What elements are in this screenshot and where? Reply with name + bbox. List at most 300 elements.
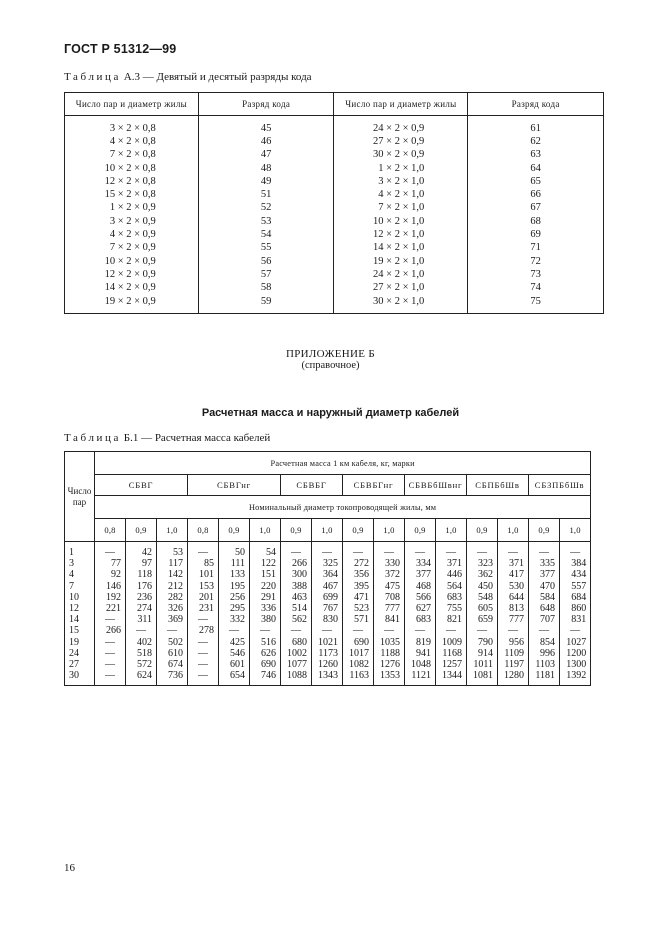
code-digit-cell: 67 (468, 202, 604, 215)
mass-value-cell: 395 (343, 581, 374, 592)
mass-value-cell: — (157, 625, 188, 636)
mass-value-cell: 626 (250, 648, 281, 659)
code-digit-cell: 46 (198, 135, 334, 148)
diameter-header: 1,0 (436, 519, 467, 542)
number-of-pairs-cell: 7 (65, 581, 95, 592)
mass-value-cell: 1188 (374, 648, 405, 659)
code-digit-cell: 71 (468, 242, 604, 255)
mass-value-cell: — (95, 637, 126, 648)
pairs-diameter-cell: 12 × 2 × 1,0 (334, 228, 468, 241)
table-b1-caption-word: Таблица (64, 432, 121, 444)
mass-value-cell: 605 (467, 603, 498, 614)
number-of-pairs-cell: 30 (65, 670, 95, 686)
table-row (65, 188, 604, 201)
mass-value-cell: 463 (281, 592, 312, 603)
mass-value-cell: 153 (188, 581, 219, 592)
pairs-diameter-cell: 10 × 2 × 0,8 (65, 162, 199, 175)
mass-value-cell: 841 (374, 614, 405, 625)
mass-value-cell: — (529, 542, 560, 559)
mass-value-cell: 85 (188, 558, 219, 569)
mass-value-cell: 278 (188, 625, 219, 636)
table-row (65, 282, 604, 295)
mass-value-cell: 92 (95, 569, 126, 580)
number-of-pairs-label-line2: пар (72, 496, 87, 507)
mass-value-cell: 690 (250, 659, 281, 670)
mass-value-cell: 53 (157, 542, 188, 559)
table-row (65, 116, 604, 136)
mass-value-cell: 1088 (281, 670, 312, 686)
mass-value-cell: 282 (157, 592, 188, 603)
mass-value-cell: 195 (219, 581, 250, 592)
mass-value-cell: 530 (498, 581, 529, 592)
mass-value-cell: 434 (560, 569, 591, 580)
mass-value-cell: 300 (281, 569, 312, 580)
mass-value-cell: 1197 (498, 659, 529, 670)
table-b1-mass-header-row (65, 452, 591, 475)
mass-value-cell: 1168 (436, 648, 467, 659)
code-digit-cell: 55 (198, 242, 334, 255)
mass-value-cell: 118 (126, 569, 157, 580)
mass-value-cell: 777 (498, 614, 529, 625)
mass-value-cell: 831 (560, 614, 591, 625)
mass-value-cell: 425 (219, 637, 250, 648)
mass-value-cell: — (467, 542, 498, 559)
code-digit-cell: 52 (198, 202, 334, 215)
mass-value-cell: 133 (219, 569, 250, 580)
pairs-diameter-cell: 3 × 2 × 0,8 (65, 116, 199, 136)
pairs-diameter-cell: 30 × 2 × 0,9 (334, 149, 468, 162)
mass-value-cell: 475 (374, 581, 405, 592)
mass-value-cell: 1035 (374, 637, 405, 648)
code-digit-cell: 49 (198, 175, 334, 188)
mass-value-cell: 371 (498, 558, 529, 569)
code-digit-cell: 64 (468, 162, 604, 175)
mass-value-cell: 518 (126, 648, 157, 659)
mass-value-cell: 1021 (312, 637, 343, 648)
mass-value-cell: 295 (219, 603, 250, 614)
mass-value-cell: 231 (188, 603, 219, 614)
mass-value-cell: — (95, 542, 126, 559)
table-a3-caption-text: А.3 — Девятый и десятый разряды кода (123, 71, 312, 83)
number-of-pairs-cell: 24 (65, 648, 95, 659)
mass-value-cell: 1276 (374, 659, 405, 670)
brand-header: СБЗПБбШв (529, 475, 591, 496)
mass-value-cell: 1009 (436, 637, 467, 648)
mass-value-cell: 659 (467, 614, 498, 625)
mass-value-cell: 1048 (405, 659, 436, 670)
diameter-header: 0,9 (529, 519, 560, 542)
mass-value-cell: 854 (529, 637, 560, 648)
mass-value-cell: — (374, 625, 405, 636)
code-digit-cell: 75 (468, 295, 604, 314)
mass-value-cell: — (312, 625, 343, 636)
mass-value-cell: 860 (560, 603, 591, 614)
table-row (65, 162, 604, 175)
mass-value-cell: 755 (436, 603, 467, 614)
column-header-pairs-diameter: Число пар и диаметр жилы (334, 93, 468, 116)
section-title: Расчетная масса и наружный диаметр кабелей (201, 407, 460, 419)
brand-header: СБВГ (95, 475, 188, 496)
mass-value-cell: 256 (219, 592, 250, 603)
mass-value-cell: 1343 (312, 670, 343, 686)
table-b1-brand-row (65, 475, 591, 496)
mass-value-cell: 790 (467, 637, 498, 648)
diameter-header: 0,9 (126, 519, 157, 542)
mass-value-cell: 272 (343, 558, 374, 569)
mass-value-cell: 142 (157, 569, 188, 580)
mass-value-cell: 1121 (405, 670, 436, 686)
mass-value-cell: — (126, 625, 157, 636)
mass-value-cell: 572 (126, 659, 157, 670)
mass-value-cell: 380 (250, 614, 281, 625)
diameter-header: 0,9 (219, 519, 250, 542)
mass-value-cell: 1163 (343, 670, 374, 686)
mass-value-cell: 514 (281, 603, 312, 614)
mass-value-cell: 1181 (529, 670, 560, 686)
number-of-pairs-cell: 19 (65, 637, 95, 648)
table-b1-diameter-group-row (65, 496, 591, 519)
mass-value-cell: 1173 (312, 648, 343, 659)
diameter-header: 1,0 (312, 519, 343, 542)
table-row (65, 614, 591, 625)
mass-value-cell: 388 (281, 581, 312, 592)
mass-value-cell: 624 (126, 670, 157, 686)
diameter-header: 0,9 (405, 519, 436, 542)
table-row (65, 637, 591, 648)
pairs-diameter-cell: 3 × 2 × 0,9 (65, 215, 199, 228)
mass-value-cell: 325 (312, 558, 343, 569)
mass-value-cell: 956 (498, 637, 529, 648)
table-b1-diameter-row (65, 519, 591, 542)
mass-group-header: Расчетная масса 1 км кабеля, кг, марки (95, 452, 591, 475)
mass-value-cell: — (188, 542, 219, 559)
mass-value-cell: 336 (250, 603, 281, 614)
mass-value-cell: 683 (436, 592, 467, 603)
mass-value-cell: 516 (250, 637, 281, 648)
table-b1-body (65, 542, 591, 686)
document-code-header: ГОСТ Р 51312—99 (64, 42, 177, 56)
table-row (65, 558, 591, 569)
mass-value-cell: 566 (405, 592, 436, 603)
diameter-group-header: Номинальный диаметр токопроводящей жилы, мм (95, 496, 591, 519)
mass-value-cell: 97 (126, 558, 157, 569)
mass-value-cell: 1280 (498, 670, 529, 686)
mass-value-cell: 323 (467, 558, 498, 569)
pairs-diameter-cell: 14 × 2 × 1,0 (334, 242, 468, 255)
mass-value-cell: 335 (529, 558, 560, 569)
pairs-diameter-cell: 7 × 2 × 0,8 (65, 149, 199, 162)
brand-header: СБВГнг (188, 475, 281, 496)
mass-value-cell: 1077 (281, 659, 312, 670)
mass-value-cell: — (95, 659, 126, 670)
mass-value-cell: 236 (126, 592, 157, 603)
mass-value-cell: 50 (219, 542, 250, 559)
mass-value-cell: 996 (529, 648, 560, 659)
mass-value-cell: 1300 (560, 659, 591, 670)
mass-value-cell: 690 (343, 637, 374, 648)
table-a3-body (65, 116, 604, 314)
mass-value-cell: 627 (405, 603, 436, 614)
pairs-diameter-cell: 19 × 2 × 1,0 (334, 255, 468, 268)
diameter-header: 1,0 (498, 519, 529, 542)
column-header-pairs-diameter: Число пар и диаметр жилы (65, 93, 199, 116)
number-of-pairs-cell: 15 (65, 625, 95, 636)
mass-value-cell: 601 (219, 659, 250, 670)
table-row (65, 569, 591, 580)
mass-value-cell: 176 (126, 581, 157, 592)
table-row (65, 135, 604, 148)
diameter-header: 1,0 (250, 519, 281, 542)
mass-value-cell: 564 (436, 581, 467, 592)
number-of-pairs-cell: 1 (65, 542, 95, 559)
mass-value-cell: — (188, 648, 219, 659)
mass-value-cell: — (250, 625, 281, 636)
pairs-diameter-cell: 10 × 2 × 1,0 (334, 215, 468, 228)
table-row (65, 149, 604, 162)
mass-value-cell: 1392 (560, 670, 591, 686)
pairs-diameter-cell: 3 × 2 × 1,0 (334, 175, 468, 188)
pairs-diameter-cell: 4 × 2 × 0,8 (65, 135, 199, 148)
table-row (65, 268, 604, 281)
table-row (65, 659, 591, 670)
table-b1-caption (64, 432, 270, 444)
table-row (65, 175, 604, 188)
mass-value-cell: 1200 (560, 648, 591, 659)
pairs-diameter-cell: 4 × 2 × 1,0 (334, 188, 468, 201)
code-digit-cell: 59 (198, 295, 334, 314)
code-digit-cell: 66 (468, 188, 604, 201)
mass-value-cell: — (405, 625, 436, 636)
mass-value-cell: — (312, 542, 343, 559)
mass-value-cell: 1017 (343, 648, 374, 659)
mass-value-cell: 42 (126, 542, 157, 559)
table-a3-caption-word: Таблица (64, 71, 121, 83)
mass-value-cell: 212 (157, 581, 188, 592)
mass-value-cell: 266 (281, 558, 312, 569)
mass-value-cell: 546 (219, 648, 250, 659)
mass-value-cell: 146 (95, 581, 126, 592)
mass-value-cell: 201 (188, 592, 219, 603)
mass-value-cell: — (188, 670, 219, 686)
mass-value-cell: 548 (467, 592, 498, 603)
number-of-pairs-cell: 4 (65, 569, 95, 580)
mass-value-cell: 819 (405, 637, 436, 648)
brand-header: СБВБГ (281, 475, 343, 496)
table-b1 (64, 451, 591, 686)
mass-value-cell: — (467, 625, 498, 636)
mass-value-cell: 192 (95, 592, 126, 603)
code-digit-cell: 68 (468, 215, 604, 228)
mass-value-cell: 502 (157, 637, 188, 648)
mass-value-cell: 684 (560, 592, 591, 603)
pairs-diameter-cell: 7 × 2 × 1,0 (334, 202, 468, 215)
diameter-header: 1,0 (560, 519, 591, 542)
mass-value-cell: 384 (560, 558, 591, 569)
mass-value-cell: 1027 (560, 637, 591, 648)
code-digit-cell: 54 (198, 228, 334, 241)
code-digit-cell: 74 (468, 282, 604, 295)
mass-value-cell: 54 (250, 542, 281, 559)
diameter-header: 1,0 (374, 519, 405, 542)
code-digit-cell: 69 (468, 228, 604, 241)
mass-value-cell: 417 (498, 569, 529, 580)
table-b1-caption-text: Б.1 — Расчетная масса кабелей (123, 432, 271, 444)
mass-value-cell: 122 (250, 558, 281, 569)
diameter-header: 0,9 (343, 519, 374, 542)
mass-value-cell: — (281, 625, 312, 636)
mass-value-cell: 708 (374, 592, 405, 603)
mass-value-cell: 274 (126, 603, 157, 614)
pairs-diameter-cell: 24 × 2 × 0,9 (334, 116, 468, 136)
number-of-pairs-label-line1: Число (67, 485, 92, 496)
mass-value-cell: 470 (529, 581, 560, 592)
pairs-diameter-cell: 1 × 2 × 0,9 (65, 202, 199, 215)
pairs-diameter-cell: 12 × 2 × 0,8 (65, 175, 199, 188)
table-row (65, 542, 591, 559)
mass-value-cell: — (529, 625, 560, 636)
pairs-diameter-cell: 14 × 2 × 0,9 (65, 282, 199, 295)
mass-value-cell: 654 (219, 670, 250, 686)
code-digit-cell: 45 (198, 116, 334, 136)
number-of-pairs-cell: 10 (65, 592, 95, 603)
column-header-code-digit: Разряд кода (468, 93, 604, 116)
mass-value-cell: 369 (157, 614, 188, 625)
code-digit-cell: 57 (198, 268, 334, 281)
pairs-diameter-cell: 1 × 2 × 1,0 (334, 162, 468, 175)
mass-value-cell: 1344 (436, 670, 467, 686)
mass-value-cell: 736 (157, 670, 188, 686)
mass-value-cell: 821 (436, 614, 467, 625)
appendix-subtitle: (справочное) (301, 360, 360, 371)
mass-value-cell: 1260 (312, 659, 343, 670)
pairs-diameter-cell: 15 × 2 × 0,8 (65, 188, 199, 201)
mass-value-cell: 1257 (436, 659, 467, 670)
mass-value-cell: 220 (250, 581, 281, 592)
mass-value-cell: 1002 (281, 648, 312, 659)
pairs-diameter-cell: 12 × 2 × 0,9 (65, 268, 199, 281)
code-digit-cell: 48 (198, 162, 334, 175)
table-row (65, 228, 604, 241)
mass-value-cell: — (219, 625, 250, 636)
table-row (65, 603, 591, 614)
number-of-pairs-cell: 27 (65, 659, 95, 670)
mass-value-cell: 372 (374, 569, 405, 580)
mass-value-cell: 446 (436, 569, 467, 580)
table-row (65, 242, 604, 255)
table-row (65, 581, 591, 592)
mass-value-cell: 1103 (529, 659, 560, 670)
mass-value-cell: — (436, 625, 467, 636)
mass-value-cell: 356 (343, 569, 374, 580)
mass-value-cell: 371 (436, 558, 467, 569)
mass-value-cell: 111 (219, 558, 250, 569)
mass-value-cell: — (343, 542, 374, 559)
mass-value-cell: 777 (374, 603, 405, 614)
mass-value-cell: 699 (312, 592, 343, 603)
pairs-diameter-cell: 19 × 2 × 0,9 (65, 295, 199, 314)
pairs-diameter-cell: 30 × 2 × 1,0 (334, 295, 468, 314)
table-a3-header-row (65, 93, 604, 116)
brand-header: СБВБбШвнг (405, 475, 467, 496)
mass-value-cell: 326 (157, 603, 188, 614)
mass-value-cell: 468 (405, 581, 436, 592)
code-digit-cell: 73 (468, 268, 604, 281)
mass-value-cell: 330 (374, 558, 405, 569)
mass-value-cell: 914 (467, 648, 498, 659)
mass-value-cell: — (343, 625, 374, 636)
mass-value-cell: 523 (343, 603, 374, 614)
mass-value-cell: 767 (312, 603, 343, 614)
mass-value-cell: 562 (281, 614, 312, 625)
mass-value-cell: 101 (188, 569, 219, 580)
mass-value-cell: — (95, 648, 126, 659)
page-number: 16 (64, 862, 75, 874)
mass-value-cell: — (560, 625, 591, 636)
mass-value-cell: 746 (250, 670, 281, 686)
code-digit-cell: 47 (198, 149, 334, 162)
pairs-diameter-cell: 27 × 2 × 1,0 (334, 282, 468, 295)
mass-value-cell: 266 (95, 625, 126, 636)
mass-value-cell: 680 (281, 637, 312, 648)
mass-value-cell: 117 (157, 558, 188, 569)
diameter-header: 0,8 (95, 519, 126, 542)
mass-value-cell: 467 (312, 581, 343, 592)
diameter-header: 0,8 (188, 519, 219, 542)
mass-value-cell: 291 (250, 592, 281, 603)
mass-value-cell: 334 (405, 558, 436, 569)
table-row (65, 255, 604, 268)
mass-value-cell: 311 (126, 614, 157, 625)
mass-value-cell: 813 (498, 603, 529, 614)
table-row (65, 295, 604, 314)
mass-value-cell: — (436, 542, 467, 559)
mass-value-cell: 151 (250, 569, 281, 580)
code-digit-cell: 61 (468, 116, 604, 136)
table-a3 (64, 92, 604, 314)
mass-value-cell: 644 (498, 592, 529, 603)
column-header-number-of-pairs (65, 452, 95, 542)
mass-value-cell: 1109 (498, 648, 529, 659)
mass-value-cell: 941 (405, 648, 436, 659)
mass-value-cell: 332 (219, 614, 250, 625)
mass-value-cell: — (498, 625, 529, 636)
mass-value-cell: 362 (467, 569, 498, 580)
mass-value-cell: — (188, 614, 219, 625)
mass-value-cell: 377 (529, 569, 560, 580)
mass-value-cell: — (374, 542, 405, 559)
pairs-diameter-cell: 10 × 2 × 0,9 (65, 255, 199, 268)
mass-value-cell: 830 (312, 614, 343, 625)
mass-value-cell: 1082 (343, 659, 374, 670)
pairs-diameter-cell: 4 × 2 × 0,9 (65, 228, 199, 241)
code-digit-cell: 53 (198, 215, 334, 228)
pairs-diameter-cell: 27 × 2 × 0,9 (334, 135, 468, 148)
number-of-pairs-cell: 12 (65, 603, 95, 614)
mass-value-cell: 1011 (467, 659, 498, 670)
mass-value-cell: 471 (343, 592, 374, 603)
table-row (65, 648, 591, 659)
code-digit-cell: 63 (468, 149, 604, 162)
mass-value-cell: 557 (560, 581, 591, 592)
mass-value-cell: — (188, 659, 219, 670)
mass-value-cell: 1353 (374, 670, 405, 686)
mass-value-cell: 648 (529, 603, 560, 614)
pairs-diameter-cell: 7 × 2 × 0,9 (65, 242, 199, 255)
code-digit-cell: 58 (198, 282, 334, 295)
mass-value-cell: 610 (157, 648, 188, 659)
diameter-header: 0,9 (467, 519, 498, 542)
number-of-pairs-cell: 3 (65, 558, 95, 569)
